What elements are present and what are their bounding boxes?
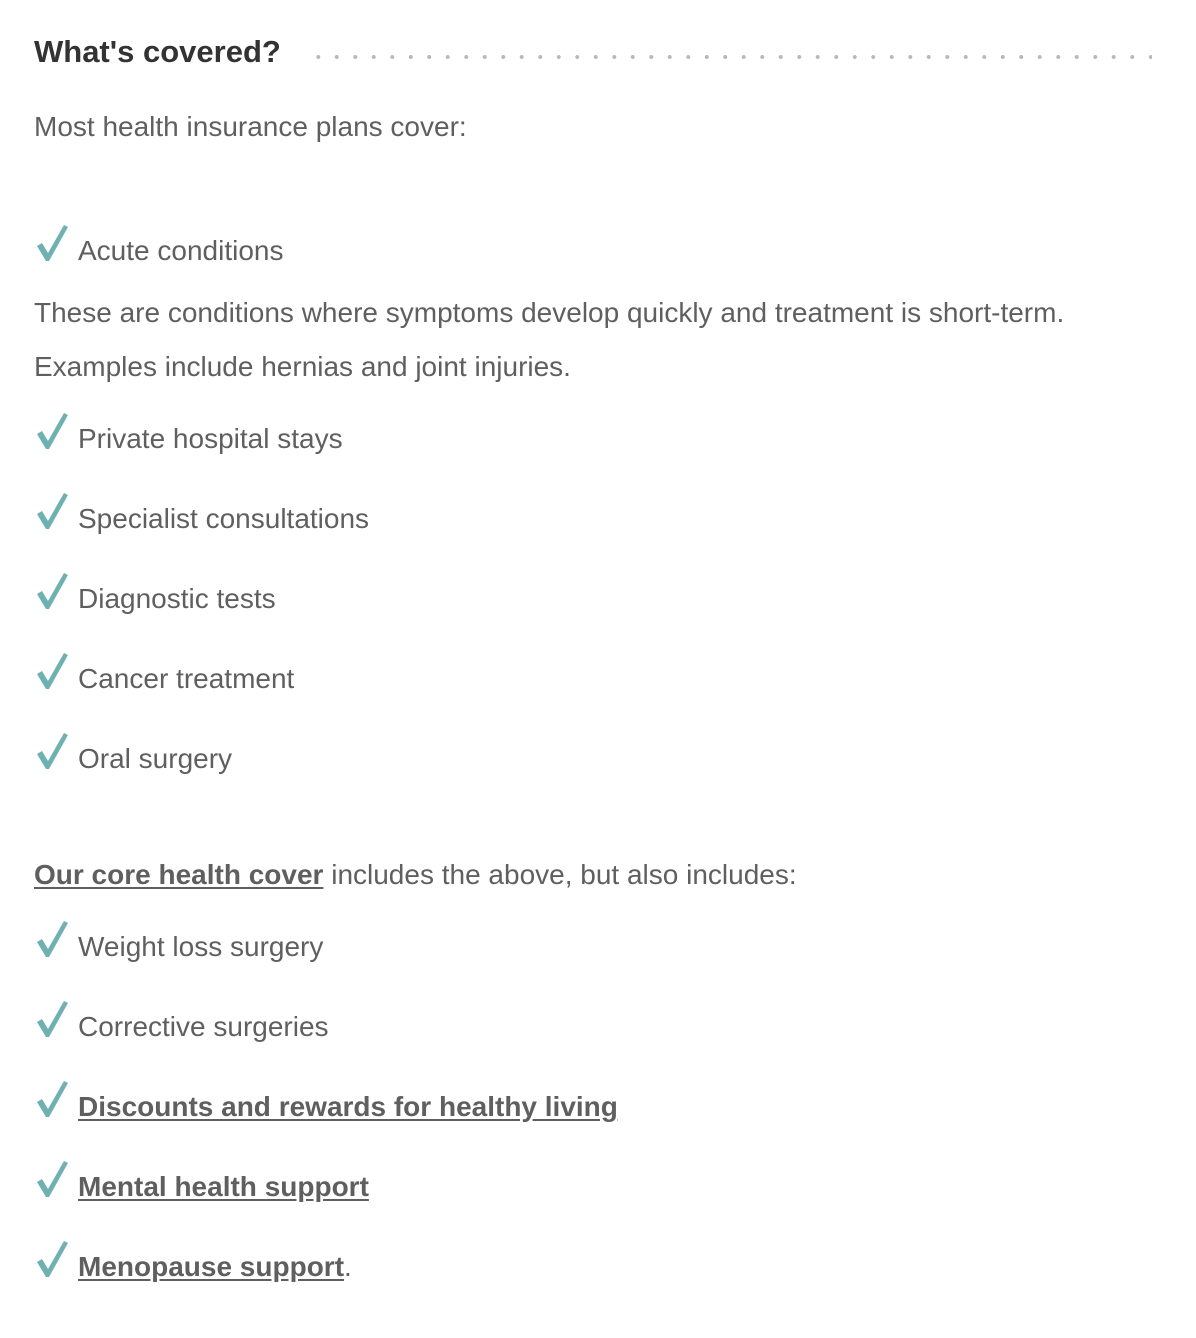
check-icon (34, 729, 70, 773)
list-item-label: Weight loss surgery (78, 931, 324, 962)
list-item (34, 492, 369, 546)
check-icon (34, 409, 70, 453)
list-item-label: Oral surgery (78, 743, 233, 774)
acute-description-line: These are conditions where symptoms develop quickly and treatment is short-term. (34, 297, 1065, 328)
check-icon (34, 569, 70, 613)
mental-health-support-link[interactable]: Mental health support (78, 1171, 369, 1202)
menopause-support-link[interactable]: Menopause support (78, 1251, 345, 1282)
list-item (34, 920, 323, 974)
check-icon (34, 221, 70, 265)
list-item-label: Cancer treatment (78, 663, 295, 694)
list-item-label (78, 1171, 369, 1203)
check-icon (34, 1157, 70, 1201)
list-item (34, 1000, 329, 1054)
list-item-label: Private hospital stays (78, 423, 343, 454)
check-icon (34, 649, 70, 693)
core-health-cover-link[interactable]: Our core health cover (34, 859, 324, 890)
check-icon (34, 489, 70, 533)
list-item-label: Corrective surgeries (78, 1011, 329, 1042)
acute-description (34, 286, 1064, 394)
acute-description-line: Examples include hernias and joint injuries. (34, 351, 571, 382)
list-item-label (78, 1251, 352, 1283)
check-icon (34, 1237, 70, 1281)
list-item (34, 1240, 352, 1294)
check-icon (34, 917, 70, 961)
list-item (34, 412, 343, 466)
list-item (34, 1080, 618, 1134)
core-cover-intro-text: includes the above, but also includes: (323, 859, 797, 890)
list-item-label (78, 1091, 618, 1123)
list-item (34, 1160, 369, 1214)
check-icon (34, 997, 70, 1041)
list-item-label: Diagnostic tests (78, 583, 276, 614)
section-heading: What's covered? (34, 34, 281, 69)
list-item-suffix: . (344, 1251, 352, 1282)
check-icon (34, 1077, 70, 1121)
list-item-label: Specialist consultations (78, 503, 370, 534)
section-heading-row (34, 30, 1152, 74)
dotted-divider (309, 54, 1152, 60)
list-item-acute-conditions (34, 224, 283, 278)
healthy-living-rewards-link[interactable]: Discounts and rewards for healthy living (78, 1091, 618, 1122)
list-item-label: Acute conditions (78, 235, 284, 266)
list-item (34, 732, 232, 786)
list-item (34, 652, 294, 706)
core-cover-intro (34, 848, 797, 902)
list-item (34, 572, 276, 626)
intro-text: Most health insurance plans cover: (34, 111, 467, 142)
